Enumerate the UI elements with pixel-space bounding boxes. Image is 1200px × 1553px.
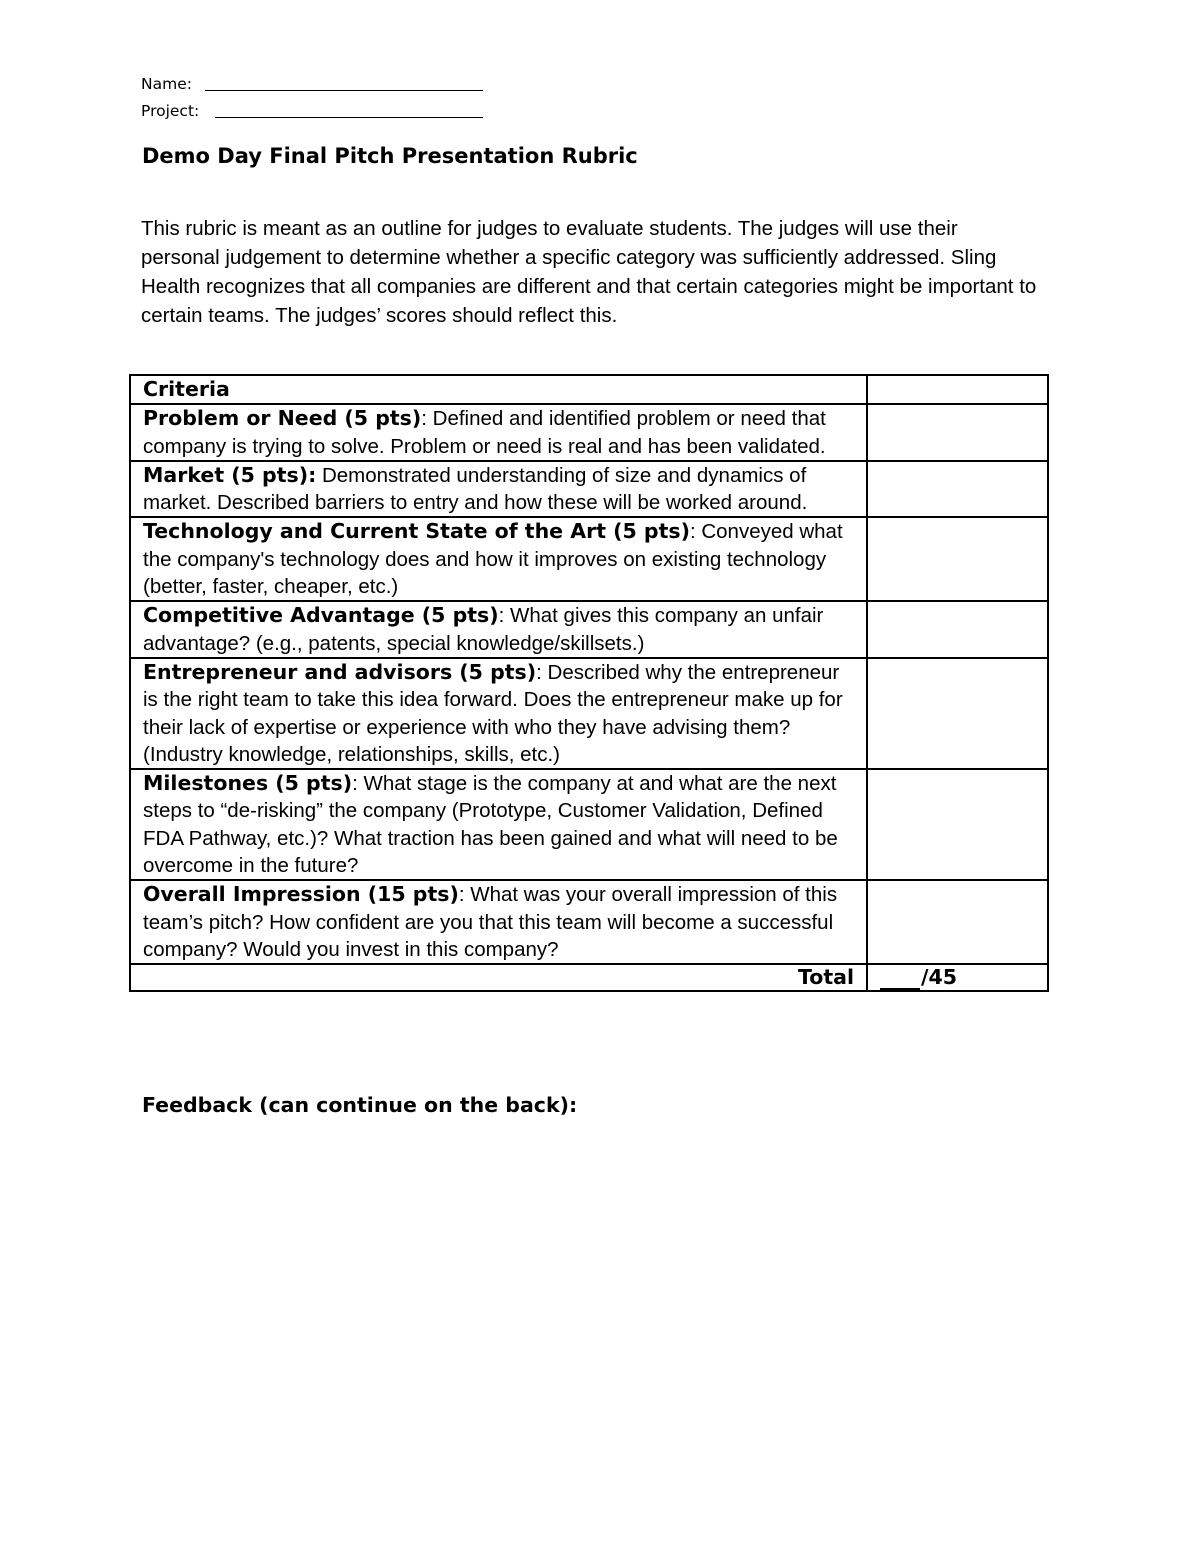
rubric-table <box>129 374 1049 992</box>
total-max-value: /45 <box>921 965 958 990</box>
intro-paragraph: This rubric is meant as an outline for judges to evaluate students. The judges will use their personal judgement to determine whether a specific category was sufficiently addressed. Sling Health recognizes that all companies are different and that certain categories might be important to certain teams. The judges’ scores should reflect this. <box>141 217 1037 327</box>
score-cell[interactable] <box>867 769 1048 880</box>
score-cell[interactable] <box>867 404 1048 461</box>
criterion-cell <box>130 404 867 461</box>
criterion-heading: Entrepreneur and advisors (5 pts) <box>143 659 537 684</box>
project-label: Project: <box>141 102 200 120</box>
table-row <box>130 404 1048 461</box>
score-cell[interactable] <box>867 601 1048 658</box>
name-field <box>141 74 192 94</box>
criterion-cell <box>130 461 867 518</box>
total-label: Total <box>130 964 867 991</box>
score-cell[interactable] <box>867 658 1048 769</box>
total-row <box>130 964 1048 991</box>
table-row <box>130 601 1048 658</box>
table-row <box>130 461 1048 518</box>
criterion-heading: Competitive Advantage (5 pts) <box>143 603 499 628</box>
feedback-heading: Feedback (can continue on the back): <box>142 1093 578 1117</box>
criterion-description: : What was your overall impression of this team’s pitch? How confident are you that this team will become a successful company? Would you invest in this company? <box>143 883 838 961</box>
total-blank-line[interactable] <box>880 968 920 990</box>
criterion-description: : What gives this company an unfair advantage? (e.g., patents, special knowledge/skillsets.) <box>143 604 824 655</box>
criteria-header <box>130 375 867 404</box>
criterion-cell <box>130 517 867 601</box>
score-header-cell <box>867 375 1048 404</box>
project-blank-line[interactable] <box>215 117 483 118</box>
table-row <box>130 517 1048 601</box>
project-field <box>141 101 199 121</box>
name-label: Name: <box>141 75 192 93</box>
criterion-heading: Milestones (5 pts) <box>143 771 353 796</box>
criterion-description: : Conveyed what the company's technology does and how it improves on existing technology (better, faster, cheaper, etc.) <box>143 520 843 599</box>
criterion-description: : Defined and identified problem or need that company is trying to solve. Problem or need is real and has been validated. <box>143 407 826 458</box>
score-cell[interactable] <box>867 517 1048 601</box>
table-row <box>130 769 1048 880</box>
criterion-cell <box>130 658 867 769</box>
criteria-header-label: Criteria <box>143 377 230 401</box>
criterion-heading: Technology and Current State of the Art (5 pts) <box>143 519 690 544</box>
table-header-row <box>130 375 1048 404</box>
criterion-cell <box>130 601 867 658</box>
criterion-description: : Described why the entrepreneur is the right team to take this idea forward. Does the entrepreneur make up for their lack of expertise or experience with who they have advising them? (Industry knowledge, relationships, skills, etc.) <box>143 660 843 766</box>
score-cell[interactable] <box>867 461 1048 518</box>
table-row <box>130 658 1048 769</box>
score-cell[interactable] <box>867 880 1048 964</box>
criterion-description: : What stage is the company at and what are the next steps to “de-risking” the company (Prototype, Customer Validation, Defined FDA Pathway, etc.)? What traction has been gained and what will need to be overcome in the future? <box>143 772 838 878</box>
criterion-heading: Overall Impression (15 pts) <box>143 882 459 907</box>
total-score-cell[interactable] <box>867 964 1048 991</box>
document-title: Demo Day Final Pitch Presentation Rubric <box>142 144 638 168</box>
name-blank-line[interactable] <box>205 90 483 91</box>
criterion-cell <box>130 769 867 880</box>
criterion-heading: Problem or Need (5 pts) <box>143 406 422 431</box>
criterion-cell <box>130 880 867 964</box>
criterion-heading: Market (5 pts): <box>143 462 317 487</box>
table-row <box>130 880 1048 964</box>
criterion-description: Demonstrated understanding of size and dynamics of market. Described barriers to entry and how these will be worked around. <box>143 463 808 515</box>
